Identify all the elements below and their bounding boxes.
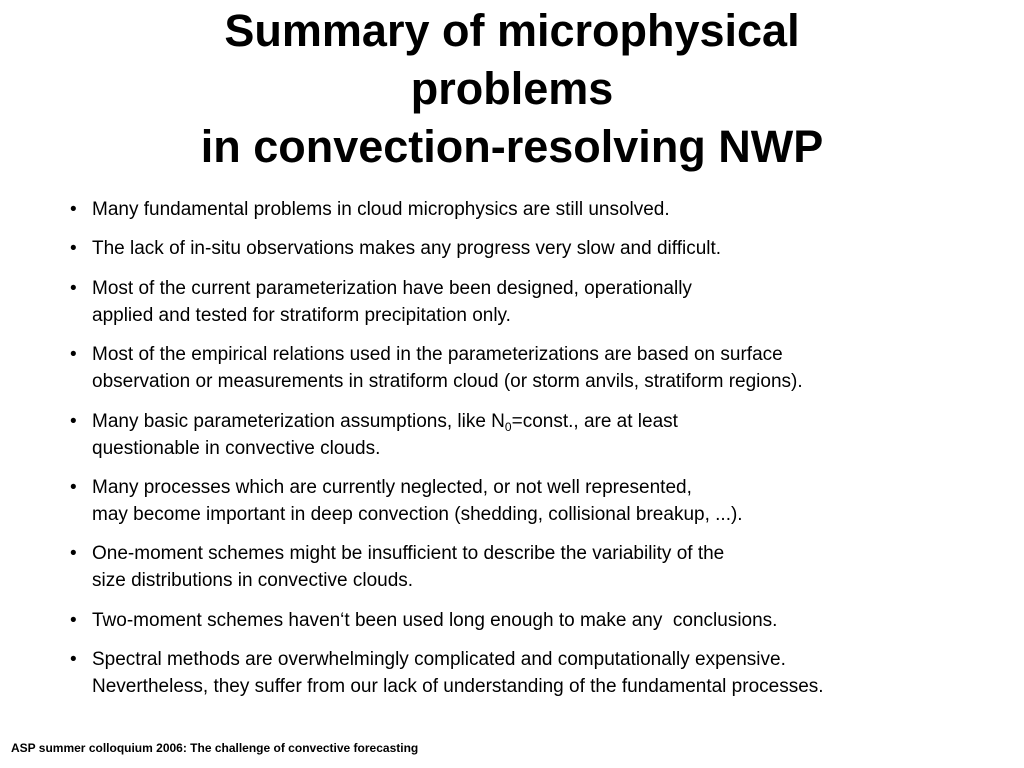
bullet-text <box>92 607 1010 634</box>
bullet-line: Many processes which are currently neglected, or not well represented, <box>92 476 692 498</box>
bullet-text <box>92 235 1010 262</box>
bullet-list <box>70 196 1010 713</box>
bullet-item <box>70 341 1010 395</box>
bullet-icon: • <box>70 277 77 299</box>
bullet-text <box>92 341 1010 395</box>
bullet-line: Nevertheless, they suffer from our lack of understanding of the fundamental processes. <box>92 676 824 698</box>
bullet-line: One-moment schemes might be insufficient to describe the variability of the <box>92 543 725 565</box>
bullet-line-part: Many basic parameterization assumptions, like N <box>92 410 505 432</box>
subscript-zero: 0 <box>504 419 512 434</box>
bullet-line: questionable in convective clouds. <box>92 437 381 459</box>
bullet-text <box>92 646 1010 700</box>
bullet-line: may become important in deep convection (shedding, collisional breakup, ...). <box>92 503 743 525</box>
bullet-item <box>70 607 1010 634</box>
bullet-line: Most of the current parameterization have been designed, operationally <box>92 277 692 299</box>
bullet-item <box>70 646 1010 700</box>
bullet-text <box>92 474 1010 528</box>
bullet-item <box>70 474 1010 528</box>
bullet-text <box>92 275 1010 329</box>
bullet-icon: • <box>70 410 77 432</box>
bullet-icon: • <box>70 543 77 565</box>
title-line: in convection-resolving NWP <box>200 121 824 172</box>
footer-text: ASP summer colloquium 2006: The challenge of convective forecasting <box>11 741 419 755</box>
bullet-item <box>70 275 1010 329</box>
bullet-item <box>70 540 1010 594</box>
bullet-icon: • <box>70 238 77 260</box>
title-line: Summary of microphysical <box>224 5 800 56</box>
bullet-line: The lack of in-situ observations makes any progress very slow and difficult. <box>92 238 722 260</box>
bullet-line: applied and tested for stratiform precipitation only. <box>92 304 511 326</box>
bullet-line: Spectral methods are overwhelmingly complicated and computationally expensive. <box>92 649 786 671</box>
bullet-text <box>92 408 1010 462</box>
bullet-item <box>70 235 1010 262</box>
bullet-line: size distributions in convective clouds. <box>92 570 414 592</box>
bullet-icon: • <box>70 649 77 671</box>
bullet-line-part: =const., are at least <box>511 410 678 432</box>
bullet-item <box>70 408 1010 462</box>
bullet-icon: • <box>70 609 77 631</box>
bullet-item <box>70 196 1010 223</box>
bullet-text <box>92 196 1010 223</box>
bullet-icon: • <box>70 476 77 498</box>
bullet-line: observation or measurements in stratiform cloud (or storm anvils, stratiform regions). <box>92 371 803 393</box>
bullet-line: Most of the empirical relations used in the parameterizations are based on surface <box>92 344 783 366</box>
slide-title <box>0 2 1024 176</box>
bullet-line <box>92 408 1010 435</box>
bullet-text <box>92 540 1010 594</box>
bullet-icon: • <box>70 199 77 220</box>
bullet-line: Two-moment schemes haven‘t been used long enough to make any conclusions. <box>92 609 778 631</box>
bullet-line: Many fundamental problems in cloud microphysics are still unsolved. <box>92 199 670 220</box>
bullet-icon: • <box>70 344 77 366</box>
title-line: problems <box>410 63 614 114</box>
